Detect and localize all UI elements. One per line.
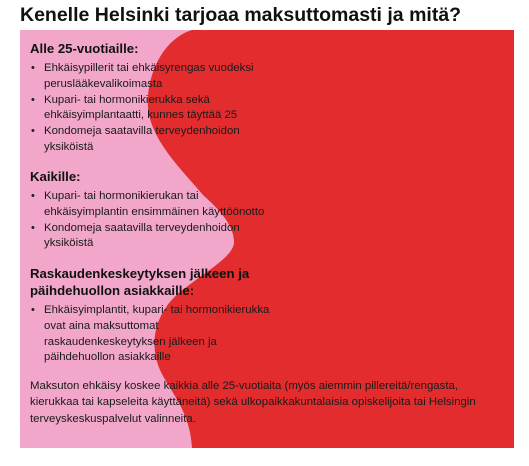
bullet-icon: • xyxy=(31,190,35,202)
list-item xyxy=(30,189,280,221)
list-item-text: Ehkäisypillerit tai ehkäisyrengas vuodeksi peruslääkevalikoimasta xyxy=(44,62,254,90)
list-item xyxy=(30,303,280,366)
bullet-icon: • xyxy=(31,93,35,106)
heading-abortion: Raskaudenkeskeytyksen jälkeen ja päihdehuollon asiakkaille: xyxy=(30,266,250,298)
list-item-text: Kondomeja saatavilla terveydenhoidon yksiköistä xyxy=(44,221,240,250)
list-abortion xyxy=(30,303,280,366)
bullet-icon: • xyxy=(31,304,35,316)
list-item-text: Kupari- tai hormonikierukan tai ehkäisyimplantin ensimmäinen käyttöönotto xyxy=(44,190,265,218)
list-item-text: Ehkäisyimplantit, kupari- tai hormonikierukka ovat aina maksuttomat raskaudenkeskeytyksen jälkeen ja päihdehuollon asiakkaille xyxy=(44,304,270,364)
footnote-text: Maksuton ehkäisy koskee kaikkia alle 25-vuotiaita (myös aiemmin pillereitä/rengasta, kierukkaa tai kapseleita käyttäneitä) sekä ulkopaikkakuntalaisia opiskelijoita tai Helsingin terveyskeskuspalvelut valinneita. xyxy=(30,380,476,425)
list-under-25 xyxy=(30,61,280,156)
heading-everyone: Kaikille: xyxy=(30,169,81,184)
list-item xyxy=(30,93,280,125)
list-item xyxy=(30,61,280,93)
bullet-icon: • xyxy=(31,62,35,74)
bullet-icon: • xyxy=(31,125,35,138)
list-item-text: Kondomeja saatavilla terveydenhoidon yksiköistä xyxy=(44,125,240,153)
page-title: Kenelle Helsinki tarjoaa maksuttomasti ja mitä? xyxy=(20,4,462,26)
info-content xyxy=(20,30,514,448)
heading-under-25: Alle 25-vuotiaille: xyxy=(30,41,139,56)
list-item xyxy=(30,221,280,253)
list-everyone xyxy=(30,189,280,252)
list-item xyxy=(30,124,280,156)
bullet-icon: • xyxy=(31,221,35,234)
info-box xyxy=(20,30,514,448)
list-item-text: Kupari- tai hormonikierukka sekä ehkäisyimplantaatti, kunnes täyttää 25 xyxy=(44,93,238,122)
